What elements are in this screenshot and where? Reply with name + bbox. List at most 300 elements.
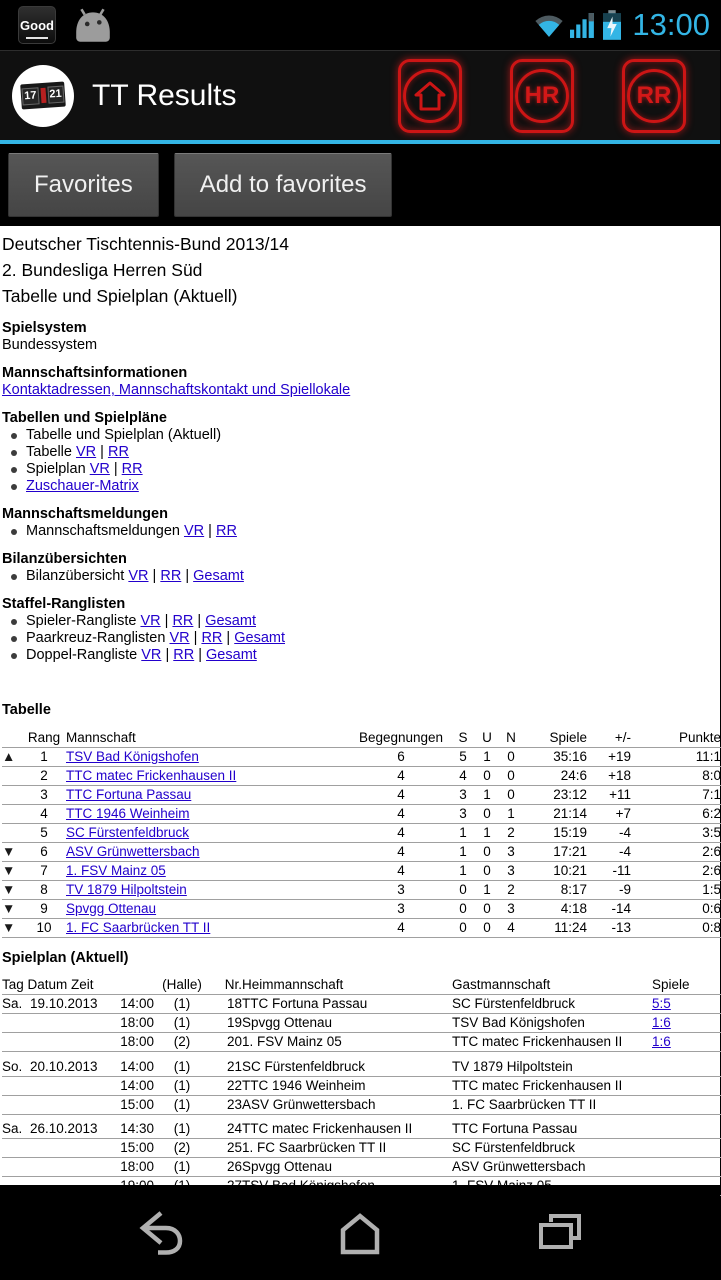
inline-link[interactable]: RR <box>107 444 129 460</box>
battery-charging-icon <box>603 10 621 40</box>
house-glyph <box>413 79 447 113</box>
cell-result <box>652 1058 721 1077</box>
cell-date <box>30 1158 114 1177</box>
cell-games: 10:21 <box>523 862 587 881</box>
cell-wins: 1 <box>451 824 475 843</box>
table-row <box>2 862 721 881</box>
cell-matches: 4 <box>351 805 451 824</box>
home-icon <box>336 1209 384 1257</box>
cell-day <box>2 1158 30 1177</box>
cell-date <box>30 1139 114 1158</box>
match-row <box>2 1033 721 1052</box>
col-beg: Begegnungen <box>351 729 451 748</box>
cell-guest-team: ASV Grünwettersbach <box>452 1158 652 1177</box>
table-row <box>2 805 721 824</box>
text-segment: | <box>161 647 174 663</box>
cell-date: 20.10.2013 <box>30 1058 114 1077</box>
cell-losses: 3 <box>499 843 523 862</box>
trend-down-icon: ▼ <box>2 919 22 938</box>
trend-down-icon: ▼ <box>2 862 22 881</box>
good-badge-label: Good <box>20 17 54 33</box>
text-segment: Doppel-Rangliste <box>26 647 142 663</box>
favorites-toolbar <box>0 144 720 226</box>
text-segment: | <box>189 630 202 646</box>
match-row <box>2 1058 721 1077</box>
cell-guest-team: SC Fürstenfeldbruck <box>452 995 652 1014</box>
cell-hall: (2) <box>154 1033 210 1052</box>
back-button[interactable] <box>135 1208 185 1258</box>
rr-action-button[interactable] <box>622 59 686 133</box>
list-item <box>2 461 720 478</box>
cell-rank: 9 <box>22 900 66 919</box>
inline-link[interactable]: Zuschauer-Matrix <box>26 478 139 494</box>
cell-difference: -14 <box>587 900 631 919</box>
list-item <box>2 444 720 461</box>
cell-points: 7:1 <box>631 786 721 805</box>
cell-losses: 2 <box>499 824 523 843</box>
text-segment: | <box>160 613 173 629</box>
team-link[interactable]: TSV Bad Königshofen <box>66 749 199 764</box>
cell-wins: 3 <box>451 805 475 824</box>
trend-down-icon: ▼ <box>2 843 22 862</box>
cell-result <box>652 1014 721 1033</box>
cell-matches: 4 <box>351 862 451 881</box>
cell-team <box>66 881 351 900</box>
action-bar <box>0 50 720 140</box>
col-n: N <box>499 729 523 748</box>
cell-day: Sa. <box>2 1120 30 1139</box>
cell-home-team: SC Fürstenfeldbruck <box>242 1058 452 1077</box>
trend-none <box>2 824 22 843</box>
cell-rank: 6 <box>22 843 66 862</box>
cell-matches: 4 <box>351 843 451 862</box>
cell-home-team: 1. FSV Mainz 05 <box>242 1033 452 1052</box>
inline-link[interactable]: VR <box>140 613 161 629</box>
inline-link[interactable]: VR <box>169 630 190 646</box>
cell-rank: 7 <box>22 862 66 881</box>
text-segment: | <box>222 630 235 646</box>
col-gast: Gastmannschaft <box>452 976 652 995</box>
cell-home-team: Spvgg Ottenau <box>242 1158 452 1177</box>
page-content[interactable] <box>0 226 720 1185</box>
cell-team <box>66 900 351 919</box>
list-item <box>2 478 720 495</box>
cell-games: 35:16 <box>523 748 587 767</box>
cell-result <box>652 1033 721 1052</box>
cell-wins: 1 <box>451 862 475 881</box>
cell-matches: 4 <box>351 767 451 786</box>
cell-losses: 4 <box>499 919 523 938</box>
cell-draws: 0 <box>475 900 499 919</box>
col-u: U <box>475 729 499 748</box>
col-mann: Mannschaft <box>66 729 351 748</box>
match-row <box>2 1158 721 1177</box>
cell-home-team: Spvgg Ottenau <box>242 1014 452 1033</box>
cell-wins: 0 <box>451 919 475 938</box>
cell-team <box>66 748 351 767</box>
cell-difference: +11 <box>587 786 631 805</box>
cell-games: 4:18 <box>523 900 587 919</box>
cell-games: 17:21 <box>523 843 587 862</box>
section <box>2 365 720 399</box>
cell-team <box>66 767 351 786</box>
recents-button[interactable] <box>535 1208 585 1258</box>
cell-match-number: 18 <box>210 995 242 1014</box>
cell-points: 2:6 <box>631 843 721 862</box>
col-halle: (Halle) <box>154 976 210 995</box>
cell-games: 21:14 <box>523 805 587 824</box>
col-heim: Heimmannschaft <box>242 976 452 995</box>
match-row <box>2 1120 721 1139</box>
schedule-table <box>2 976 721 1196</box>
cell-losses: 2 <box>499 881 523 900</box>
status-icons <box>534 7 710 43</box>
match-score-link[interactable]: 1:6 <box>652 1034 671 1049</box>
cell-match-number: 22 <box>210 1076 242 1095</box>
text-segment: Spielplan <box>26 461 90 477</box>
section <box>2 320 720 354</box>
text-segment: | <box>194 647 207 663</box>
league-title: 2. Bundesliga Herren Süd <box>2 260 203 280</box>
cell-games: 11:24 <box>523 919 587 938</box>
section-title: Tabellen und Spielpläne <box>2 410 167 426</box>
cell-time: 14:00 <box>114 995 154 1014</box>
table-row <box>2 900 721 919</box>
home-action-icon <box>403 69 457 123</box>
cell-day <box>2 1033 30 1052</box>
match-row <box>2 995 721 1014</box>
cell-difference: -11 <box>587 862 631 881</box>
status-bar <box>0 0 720 50</box>
home-nav-button[interactable] <box>335 1208 385 1258</box>
cell-date <box>30 1014 114 1033</box>
home-action-button[interactable] <box>398 59 462 133</box>
cell-hall: (1) <box>154 1158 210 1177</box>
text-segment: | <box>96 444 108 460</box>
inline-link[interactable]: RR <box>121 461 143 477</box>
cell-team <box>66 824 351 843</box>
inline-link[interactable]: Gesamt <box>193 568 244 584</box>
add-to-favorites-button[interactable]: Add to favorites <box>174 153 393 217</box>
cell-date: 26.10.2013 <box>30 1120 114 1139</box>
cell-losses: 0 <box>499 767 523 786</box>
match-score-link[interactable]: 1:6 <box>652 1015 671 1030</box>
cell-matches: 4 <box>351 786 451 805</box>
inline-link[interactable]: Gesamt <box>206 647 257 663</box>
cell-team <box>66 843 351 862</box>
inline-link[interactable]: RR <box>172 613 194 629</box>
inline-link[interactable]: VR <box>141 647 162 663</box>
cell-hall: (2) <box>154 1139 210 1158</box>
team-link[interactable]: SC Fürstenfeldbruck <box>66 825 190 840</box>
scoreboard-number-left: 17 <box>22 87 39 105</box>
cell-hall: (1) <box>154 1014 210 1033</box>
cell-result <box>652 995 721 1014</box>
inline-link[interactable]: RR <box>173 647 195 663</box>
list-item <box>2 568 720 585</box>
section-title: Spielsystem <box>2 320 87 336</box>
cell-losses: 1 <box>499 805 523 824</box>
cell-points: 0:8 <box>631 919 721 938</box>
cell-hall: (1) <box>154 1058 210 1077</box>
table-row <box>2 767 721 786</box>
signal-strength-icon <box>570 12 597 38</box>
cell-draws: 1 <box>475 748 499 767</box>
cell-games: 15:19 <box>523 824 587 843</box>
text-segment: | <box>109 461 122 477</box>
cell-time: 18:00 <box>114 1033 154 1052</box>
cell-wins: 0 <box>451 881 475 900</box>
cell-date: 19.10.2013 <box>30 995 114 1014</box>
inline-link[interactable]: RR <box>215 523 237 539</box>
recents-icon <box>536 1209 584 1257</box>
text-segment: | <box>148 568 161 584</box>
league-header <box>2 231 720 309</box>
cell-hall: (1) <box>154 1076 210 1095</box>
cell-guest-team: TTC matec Frickenhausen II <box>452 1076 652 1095</box>
table-row <box>2 919 721 938</box>
cell-result <box>652 1120 721 1139</box>
inline-link[interactable]: VR <box>128 568 149 584</box>
cell-points: 0:6 <box>631 900 721 919</box>
team-link[interactable]: TTC matec Frickenhausen II <box>66 768 237 783</box>
cell-points: 2:6 <box>631 862 721 881</box>
cell-difference: +18 <box>587 767 631 786</box>
cell-rank: 4 <box>22 805 66 824</box>
col-rang: Rang <box>22 729 66 748</box>
cell-home-team: TTC matec Frickenhausen II <box>242 1120 452 1139</box>
cell-match-number: 21 <box>210 1058 242 1077</box>
trend-none <box>2 805 22 824</box>
cell-time: 14:00 <box>114 1076 154 1095</box>
cell-wins: 5 <box>451 748 475 767</box>
cell-match-number: 23 <box>210 1095 242 1114</box>
cell-time: 15:00 <box>114 1095 154 1114</box>
cell-team <box>66 862 351 881</box>
actionbar-buttons <box>398 59 708 133</box>
list-item <box>2 523 720 540</box>
schedule-heading: Spielplan (Aktuell) <box>2 950 129 966</box>
trend-up-icon: ▲ <box>2 748 22 767</box>
cell-games: 23:12 <box>523 786 587 805</box>
cell-rank: 2 <box>22 767 66 786</box>
cell-home-team: TTC Fortuna Passau <box>242 995 452 1014</box>
section-title: Mannschaftsmeldungen <box>2 506 168 522</box>
cell-time: 14:00 <box>114 1058 154 1077</box>
cell-hall: (1) <box>154 1120 210 1139</box>
section <box>2 551 720 585</box>
cell-match-number: 24 <box>210 1120 242 1139</box>
text-segment: Tabelle <box>26 444 76 460</box>
cell-games: 24:6 <box>523 767 587 786</box>
cell-day: So. <box>2 1058 30 1077</box>
text-segment: | <box>204 523 216 539</box>
table-row <box>2 824 721 843</box>
team-link[interactable]: 1. FSV Mainz 05 <box>66 863 166 878</box>
inline-link[interactable]: RR <box>160 568 182 584</box>
inline-link[interactable]: VR <box>89 461 110 477</box>
hr-action-button[interactable] <box>510 59 574 133</box>
cell-day <box>2 1095 30 1114</box>
col-nr: Nr. <box>210 976 242 995</box>
cell-points: 1:5 <box>631 881 721 900</box>
federation-title: Deutscher Tischtennis-Bund 2013/14 <box>2 234 289 254</box>
cell-match-number: 20 <box>210 1033 242 1052</box>
team-link[interactable]: ASV Grünwettersbach <box>66 844 200 859</box>
cell-difference: -13 <box>587 919 631 938</box>
standings-header-row <box>2 729 721 748</box>
cell-rank: 3 <box>22 786 66 805</box>
inline-link[interactable]: VR <box>75 444 97 460</box>
cell-points: 6:2 <box>631 805 721 824</box>
section-text <box>2 382 720 399</box>
schedule-header-row <box>2 976 721 995</box>
team-link[interactable]: Spvgg Ottenau <box>66 901 157 916</box>
wifi-icon <box>534 13 564 38</box>
cell-guest-team: TV 1879 Hilpoltstein <box>452 1058 652 1077</box>
text-segment: | <box>181 568 194 584</box>
cell-result <box>652 1076 721 1095</box>
col-spiele: Spiele <box>523 729 587 748</box>
cell-difference: -4 <box>587 824 631 843</box>
cell-matches: 4 <box>351 919 451 938</box>
standings-table <box>2 729 721 938</box>
cell-matches: 3 <box>351 900 451 919</box>
section-title: Bilanzübersichten <box>2 551 127 567</box>
inline-link[interactable]: RR <box>201 630 223 646</box>
cell-points: 11:1 <box>631 748 721 767</box>
col-tag-datum-zeit: Tag Datum Zeit <box>2 976 154 995</box>
table-row <box>2 843 721 862</box>
col-spiele: Spiele <box>652 976 721 995</box>
cell-rank: 10 <box>22 919 66 938</box>
cell-rank: 8 <box>22 881 66 900</box>
section <box>2 410 720 495</box>
text-segment: Spieler-Rangliste <box>26 613 141 629</box>
cell-draws: 0 <box>475 805 499 824</box>
scoreboard-divider <box>40 88 46 103</box>
rr-action-icon: RR <box>627 69 681 123</box>
table-row <box>2 881 721 900</box>
match-score-link[interactable]: 5:5 <box>652 996 671 1011</box>
cell-team <box>66 805 351 824</box>
standings-heading: Tabelle <box>2 702 51 718</box>
inline-link[interactable]: Gesamt <box>234 630 285 646</box>
cell-day: Sa. <box>2 995 30 1014</box>
cell-losses: 0 <box>499 786 523 805</box>
favorites-button[interactable]: Favorites <box>8 153 159 217</box>
good-app-badge <box>18 6 56 44</box>
section <box>2 596 720 664</box>
team-link[interactable]: 1. FC Saarbrücken TT II <box>66 920 211 935</box>
cell-matches: 6 <box>351 748 451 767</box>
cell-wins: 0 <box>451 900 475 919</box>
cell-wins: 3 <box>451 786 475 805</box>
col-trend <box>2 729 22 748</box>
cell-home-team: TTC 1946 Weinheim <box>242 1076 452 1095</box>
list-item <box>2 613 720 630</box>
section <box>2 506 720 540</box>
cell-date <box>30 1076 114 1095</box>
cell-guest-team: TTC Fortuna Passau <box>452 1120 652 1139</box>
trend-none <box>2 786 22 805</box>
inline-link[interactable]: Kontaktadressen, Mannschaftskontakt und Spiellokale <box>2 382 351 398</box>
system-navigation-bar <box>0 1185 720 1280</box>
cell-home-team: ASV Grünwettersbach <box>242 1095 452 1114</box>
cell-match-number: 19 <box>210 1014 242 1033</box>
hr-action-icon: HR <box>515 69 569 123</box>
cell-draws: 0 <box>475 843 499 862</box>
section-title: Staffel-Ranglisten <box>2 596 126 612</box>
cell-day <box>2 1014 30 1033</box>
match-row <box>2 1095 721 1114</box>
cell-result <box>652 1095 721 1114</box>
list-item <box>2 630 720 647</box>
col-punkte: Punkte <box>631 729 721 748</box>
text-segment: Bilanzübersicht <box>26 568 129 584</box>
info-sections <box>2 320 720 664</box>
cell-time: 18:00 <box>114 1158 154 1177</box>
cell-result <box>652 1158 721 1177</box>
text-segment: Mannschaftsmeldungen <box>26 523 184 539</box>
cell-time: 14:30 <box>114 1120 154 1139</box>
cell-losses: 0 <box>499 748 523 767</box>
cell-hall: (1) <box>154 995 210 1014</box>
text-segment: Bundessystem <box>2 337 98 353</box>
team-link[interactable]: TTC 1946 Weinheim <box>66 806 190 821</box>
cell-matches: 3 <box>351 881 451 900</box>
col-s: S <box>451 729 475 748</box>
cell-points: 8:0 <box>631 767 721 786</box>
text-segment: Tabelle und Spielplan (Aktuell) <box>26 427 222 443</box>
inline-link[interactable]: VR <box>184 523 205 539</box>
team-link[interactable]: TTC Fortuna Passau <box>66 787 192 802</box>
cell-draws: 1 <box>475 881 499 900</box>
cell-difference: +7 <box>587 805 631 824</box>
cell-losses: 3 <box>499 900 523 919</box>
cell-guest-team: TTC matec Frickenhausen II <box>452 1033 652 1052</box>
match-row <box>2 1076 721 1095</box>
list-item <box>2 647 720 664</box>
inline-link[interactable]: Gesamt <box>205 613 256 629</box>
scoreboard-icon <box>20 81 66 109</box>
cell-result <box>652 1139 721 1158</box>
text-segment: | <box>193 613 206 629</box>
cell-date <box>30 1095 114 1114</box>
trend-down-icon: ▼ <box>2 900 22 919</box>
cell-day <box>2 1076 30 1095</box>
app-title: TT Results <box>92 78 237 112</box>
cell-points: 3:5 <box>631 824 721 843</box>
cell-hall: (1) <box>154 1095 210 1114</box>
text-segment: Paarkreuz-Ranglisten <box>26 630 170 646</box>
cell-draws: 1 <box>475 786 499 805</box>
match-row <box>2 1139 721 1158</box>
trend-none <box>2 767 22 786</box>
view-title: Tabelle und Spielplan (Aktuell) <box>2 286 238 306</box>
clock: 13:00 <box>632 7 710 42</box>
cell-rank: 1 <box>22 748 66 767</box>
team-link[interactable]: TV 1879 Hilpoltstein <box>66 882 187 897</box>
scoreboard-number-right: 21 <box>47 86 64 104</box>
col-diff: +/- <box>587 729 631 748</box>
cell-match-number: 26 <box>210 1158 242 1177</box>
cell-difference: -4 <box>587 843 631 862</box>
cell-difference: -9 <box>587 881 631 900</box>
section-title: Mannschaftsinformationen <box>2 365 188 381</box>
cell-losses: 3 <box>499 862 523 881</box>
cell-date <box>30 1033 114 1052</box>
